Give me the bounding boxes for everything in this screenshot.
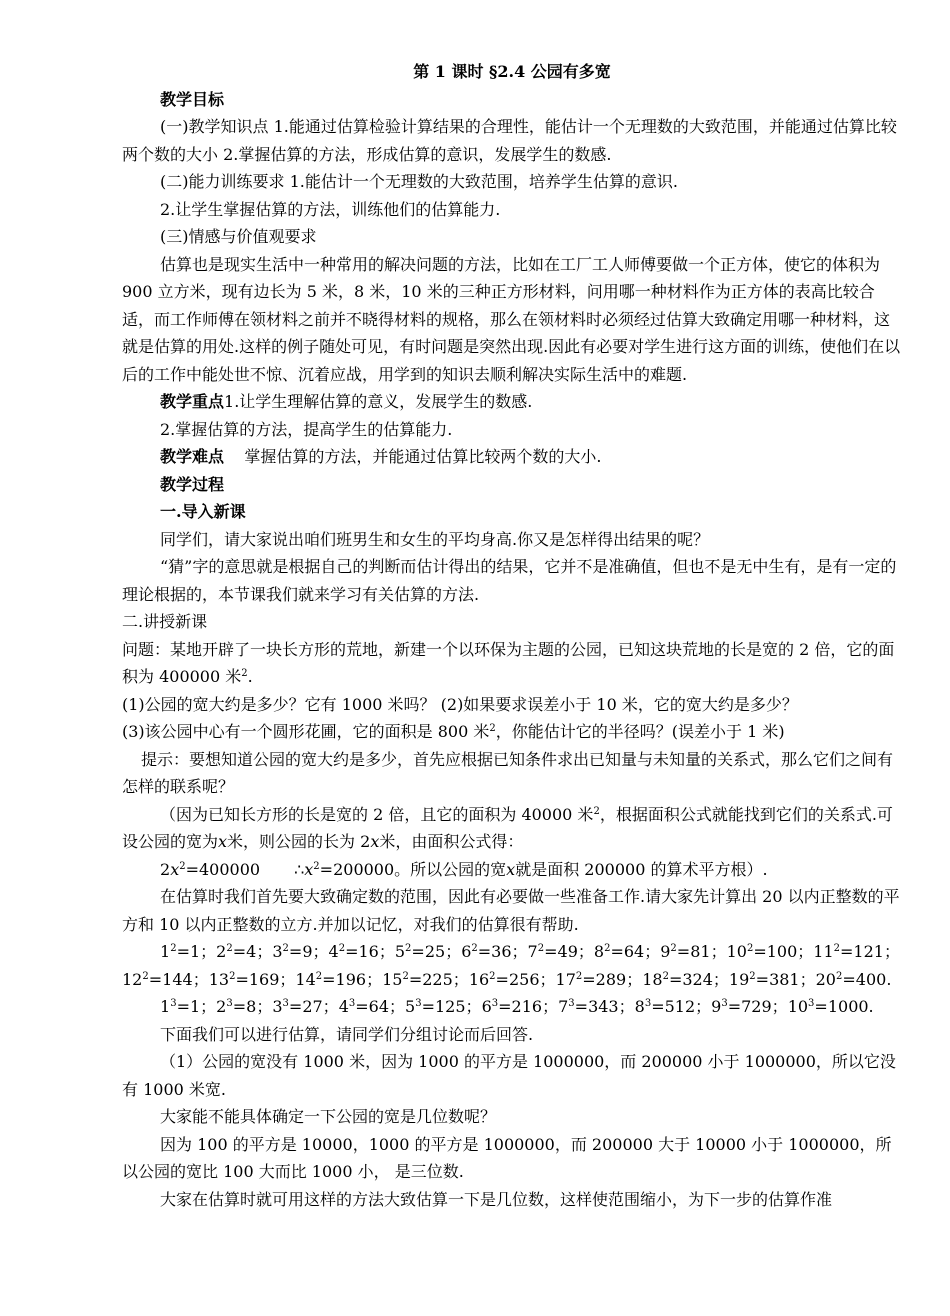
square-item: $4^2=16$ <box>328 942 379 961</box>
key-point-1-text: 1.让学生理解估算的意义，发展学生的数感. <box>224 392 533 411</box>
cube-item: $2^3=8$ <box>216 997 257 1016</box>
square-item: $19^2=381$ <box>728 969 800 989</box>
reason-text-d: 米，由面积公式得： <box>379 832 524 851</box>
intro-heading: 一.导入新课 <box>160 502 246 521</box>
square-item: $15^2=225$ <box>382 969 453 989</box>
square-item: $12^2=144$ <box>122 969 193 989</box>
question-1-2: (1)公园的宽大约是多少？它有 1000 米吗？ (2)如果要求误差小于 10 米，它的宽大约是多少？ <box>122 694 798 714</box>
key-points-label: 教学重点 <box>160 392 225 411</box>
square-item: $2^2=4$ <box>216 942 257 961</box>
square-item: $20^2=400$ <box>815 969 887 989</box>
prep-paragraph: 在估算时我们首先要大致确定数的范围，因此有必要做一些准备工作.请大家先计算出 20 以内正整数的平方和 10 以内正整数的立方.并加以记忆，对我们的估算很有帮助. <box>122 887 900 934</box>
eq1-rhs: =400000 <box>185 859 261 879</box>
reason-text-b: ，根据面积公式就能找到它们的关系式.可设公园的宽为 <box>122 804 893 851</box>
square-item: $10^2=100$ <box>726 942 798 961</box>
cube-item: $4^3=64$ <box>338 997 390 1016</box>
difficulty <box>122 443 902 471</box>
key-point-2: 2.掌握估算的方法，提高学生的估算能力. <box>160 419 453 439</box>
square-item: $5^2=25$ <box>394 942 446 961</box>
intro-paragraph-2: “猜”字的意思就是根据自己的判断而估计得出的结果，它并不是准确值，但也不是无中生有，是有一定的理论根据的，本节课我们就来学习有关估算的方法. <box>122 557 897 604</box>
new-lesson-heading: 二.讲授新课 <box>122 612 208 631</box>
reason-sup: 2 <box>593 805 600 817</box>
method-paragraph: 大家在估算时就可用这样的方法大致估算一下是几位数，这样使范围缩小，为下一步的估算作准 <box>160 1189 833 1209</box>
cube-item: $7^3=343$ <box>558 997 619 1016</box>
square-item: $11^2=121$ <box>813 942 884 961</box>
cube-item: $10^3=1000$ <box>787 997 869 1016</box>
problem-end: . <box>247 667 253 686</box>
q3-sup: 2 <box>489 723 496 734</box>
cube-item: $8^3=512$ <box>634 997 696 1016</box>
cube-item: $5^3=125$ <box>405 997 466 1016</box>
objective-ability-2: 2.让学生掌握估算的方法，训练他们的估算能力. <box>160 199 501 219</box>
cube-item: $9^3=729$ <box>711 997 772 1016</box>
emotion-paragraph: 估算也是现实生活中一种常用的解决问题的方法，比如在工厂工人师傅要做一个正方体，使它的体积为 900 立方米，现有边长为 5 米，8 米，10 米的三种正方形材料，问用哪一种材料作为正方体的表高比较合适，而工作师傅在领材料之前并不晓得材料的规格，那么在领材料时必须经过估算大致确定用哪一种材料，这就是估算的用处.这样的例子随处可见，有时问题是突然出现.因此有必要对学生进行这方面的训练，使他们在以后的工作中能处世不惊、沉着应战，用学到的知识去顺利解决实际生活中的难题. <box>122 254 901 384</box>
cube-item: $6^3=216$ <box>481 997 543 1016</box>
problem-text: 问题：某地开辟了一块长方形的荒地，新建一个以环保为主题的公园，已知这块荒地的长是宽的 2 倍，它的面积为 400000 米 <box>122 639 895 686</box>
reason-text-a: （因为已知长方形的长是宽的 2 倍，且它的面积为 40000 米 <box>160 804 594 824</box>
emotion-heading: (三)情感与价值观要求 <box>160 227 317 246</box>
square-item: $3^2=9$ <box>272 942 313 961</box>
cubes-list: $1^3=1$；$2^3=8$；$3^3=27$；$4^3=64$；$5^3=125$；$6^3=216$；$7^3=343$；$8^3=512$；$9^3=729$；$10^3=1000$. <box>160 997 874 1016</box>
eq1-sup: 2 <box>179 860 186 872</box>
difficulty-label: 教学难点 <box>160 447 225 466</box>
equation-line <box>122 856 902 884</box>
therefore-symbol: ∴ <box>294 859 305 879</box>
objective-knowledge: (一)教学知识点 1.能通过估算检验计算结果的合理性，能估计一个无理数的大致范围，并能通过估算比较两个数的大小 2.掌握估算的方法，形成估算的意识，发展学生的数感. <box>122 117 897 164</box>
square-item: $16^2=256$ <box>468 969 540 989</box>
intro-paragraph-1: 同学们，请大家说出咱们班男生和女生的平均身高.你又是怎样得出结果的呢？ <box>160 529 710 549</box>
eq2-text-c: 就是面积 200000 的算术平方根）. <box>515 859 768 879</box>
square-item: $13^2=169$ <box>208 969 280 989</box>
question-3 <box>122 718 902 746</box>
eq2-var: x <box>304 859 314 879</box>
objective-ability-1: (二)能力训练要求 1.能估计一个无理数的大致范围，培养学生估算的意识. <box>160 172 678 191</box>
square-item: $7^2=49$ <box>527 942 578 961</box>
square-item: $18^2=324$ <box>642 969 713 989</box>
cube-item: $3^3=27$ <box>272 997 323 1016</box>
q3-text-a: (3)该公园中心有一个圆形花圃，它的面积是 800 米 <box>122 722 490 741</box>
reason-text-c: 米，则公园的长为 2 <box>227 832 371 851</box>
page-title: 第 1 课时 §2.4 公园有多宽 <box>413 62 611 81</box>
cube-item: $1^3=1$ <box>160 997 201 1016</box>
difficulty-text: 掌握估算的方法，并能通过估算比较两个数的大小. <box>244 447 602 466</box>
square-item: $9^2=81$ <box>660 942 711 961</box>
var-x-1: x <box>218 832 228 851</box>
hint-paragraph: 提示：要想知道公园的宽大约是多少，首先应根据已知条件求出已知量与未知量的关系式，那么它们之间有怎样的联系呢？ <box>122 749 894 796</box>
square-item: $6^2=36$ <box>461 942 512 961</box>
square-item: $14^2=196$ <box>295 969 367 989</box>
square-item: $17^2=289$ <box>555 969 627 989</box>
square-item: $8^2=64$ <box>593 942 645 961</box>
reason-paragraph <box>122 801 902 856</box>
eq2-text: =200000。所以公园的宽 <box>319 859 507 879</box>
problem-statement <box>122 636 902 691</box>
eq2-sup: 2 <box>313 860 320 872</box>
q3-text-b: ，你能估计它的半径吗？(误差小于 1 米) <box>495 722 785 741</box>
eq2-var-2: x <box>506 859 516 879</box>
problem-sup: 2 <box>241 668 248 679</box>
eq1-coef: 2 <box>160 859 171 879</box>
squares-list: $1^2=1$；$2^2=4$；$3^2=9$；$4^2=16$；$5^2=25$；$6^2=36$；$7^2=49$；$8^2=64$；$9^2=81$；$10^2=100$；$11^2=121$；$12^2=144$；$13^2=169$；$14^2=196$；$15^2=225$；$16^2=256$；$17^2=289$；$18^2=324$；$19^2=381$；$20^2=400$. <box>122 942 900 989</box>
because-paragraph: 因为 100 的平方是 10000，1000 的平方是 1000000，而 200000 大于 10000 小于 1000000，所以公园的宽比 100 大而比 1000 小， 是三位数. <box>122 1134 892 1181</box>
process-heading: 教学过程 <box>160 474 225 494</box>
square-item: $1^2=1$ <box>160 942 201 961</box>
eq1-var: x <box>170 859 180 879</box>
discuss-paragraph: 下面我们可以进行估算，请同学们分组讨论而后回答. <box>160 1024 534 1044</box>
answer-1: （1）公园的宽没有 1000 米，因为 1000 的平方是 1000000，而 200000 小于 1000000，所以它没有 1000 米宽. <box>122 1052 896 1099</box>
ask-digits: 大家能不能具体确定一下公园的宽是几位数呢？ <box>160 1107 497 1126</box>
var-x-2: x <box>370 832 380 851</box>
objectives-heading: 教学目标 <box>160 89 225 109</box>
key-point-1 <box>122 388 902 416</box>
